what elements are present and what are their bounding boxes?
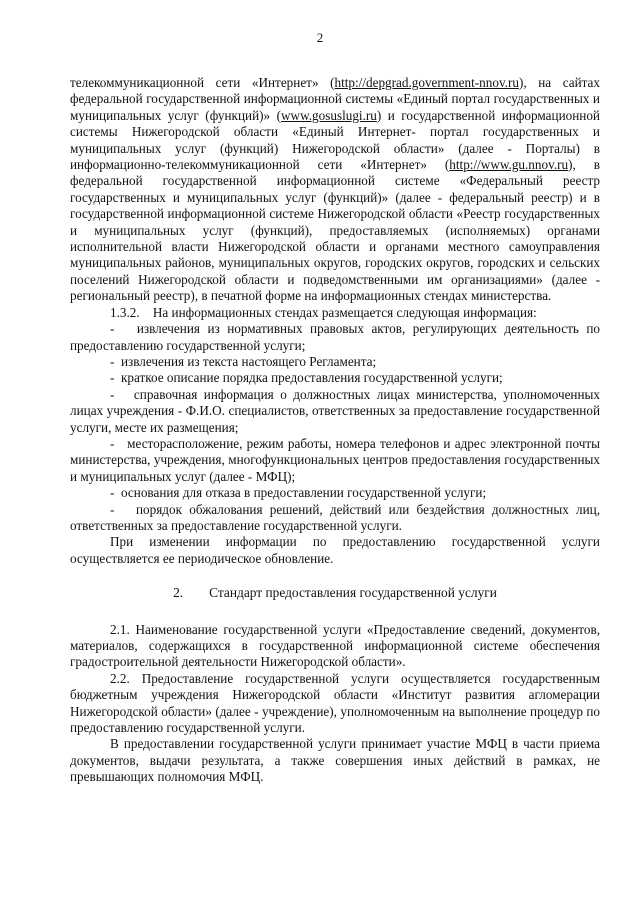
list-item: - порядок обжалования решений, действий или бездействия должностных лиц, ответственных за предоставление государственной услуги. [70, 501, 600, 533]
paragraph-2-1: 2.1. Наименование государственной услуги «Предоставление сведений, документов, материалов, содержащихся в государственной информационной системе обеспечения градостроительной деятельности Нижегородской области». [70, 621, 600, 670]
depgrad-link[interactable]: http://depgrad.government-nnov.ru [334, 75, 519, 90]
list-item: - месторасположение, режим работы, номера телефонов и адрес электронной почты министерства, учреждения, многофункциональных центров предоставления государственных и муниципальных услуг (далее - МФЦ); [70, 435, 600, 484]
intro-paragraph [70, 75, 600, 305]
list-item: - краткое описание порядка предоставления государственной услуги; [110, 370, 503, 386]
paragraph-2-2: 2.2. Предоставление государственной услуги осуществляется государственным бюджетным учреждения Нижегородской области «Институт развития агломерации Нижегородской области» (далее - учреждение), уполномоченным на выполнение процедур по предоставлению государственной услуги. [70, 670, 600, 736]
list-item: - основания для отказа в предоставлении государственной услуги; [110, 485, 487, 501]
list-item: - справочная информация о должностных лицах министерства, уполномоченных лицах учреждения - Ф.И.О. специалистов, ответственных за предоставление государственной услуги, месте их размещения; [70, 386, 600, 435]
intro-text-2: ), на сайтах федеральной государственной информационной системы «Единый портал государственных и муниципальных услуг (функций)» ( [70, 75, 600, 123]
intro-text-1: телекоммуникационной сети «Интернет» ( [70, 75, 335, 90]
section-2-heading [70, 585, 600, 601]
update-note: При изменении информации по предоставлению государственной услуги осуществляется ее периодическое обновление. [70, 534, 600, 566]
intro-text-3: ) и государственной информационной системы Нижегородской области «Единый Интернет- портал государственных и муниципальных услуг (функций) Нижегородской области» (далее - Порталы) в информационно-телекоммуникационной сети «Интернет» ( [70, 107, 600, 173]
list-item: - извлечения из нормативных правовых актов, регулирующих деятельность по предоставлению государственной услуги; [70, 321, 600, 353]
section-2-title: Стандарт предоставления государственной услуги [209, 585, 497, 601]
page-number: 2 [316, 30, 324, 45]
intro-text-4: ), в федеральной государственной информационной системе «Федеральный реестр государственных и муниципальных услуг (функций)» (далее - федеральный реестр) и в государственной информационной системе Нижегородской области «Реестр государственных и муниципальных услуг (функций), предоставляемых (исполняемых) органами исполнительной власти Нижегородской области и органами местного самоуправления муниципальных районов, муниципальных округов, городских округов, городских и сельских поселений Нижегородской области и подведомственными им организациями» (далее - региональный реестр), в печатной форме на информационных стендах министерства. [70, 157, 601, 304]
document-body [70, 75, 600, 786]
gosuslugi-link[interactable]: www.gosuslugi.ru [281, 107, 377, 123]
mfc-paragraph: В предоставлении государственной услуги принимает участие МФЦ в части приема документов, выдачи результата, а также совершения иных действий в рамках, не превышающих полномочия МФЦ. [70, 736, 600, 785]
gu-nnov-link[interactable]: http://www.gu.nnov.ru [449, 157, 569, 173]
item-1-3-2: 1.3.2. На информационных стендах размещается следующая информация: [110, 304, 537, 320]
list-item: - извлечения из текста настоящего Регламента; [110, 353, 377, 369]
section-2-number: 2. [173, 585, 184, 601]
